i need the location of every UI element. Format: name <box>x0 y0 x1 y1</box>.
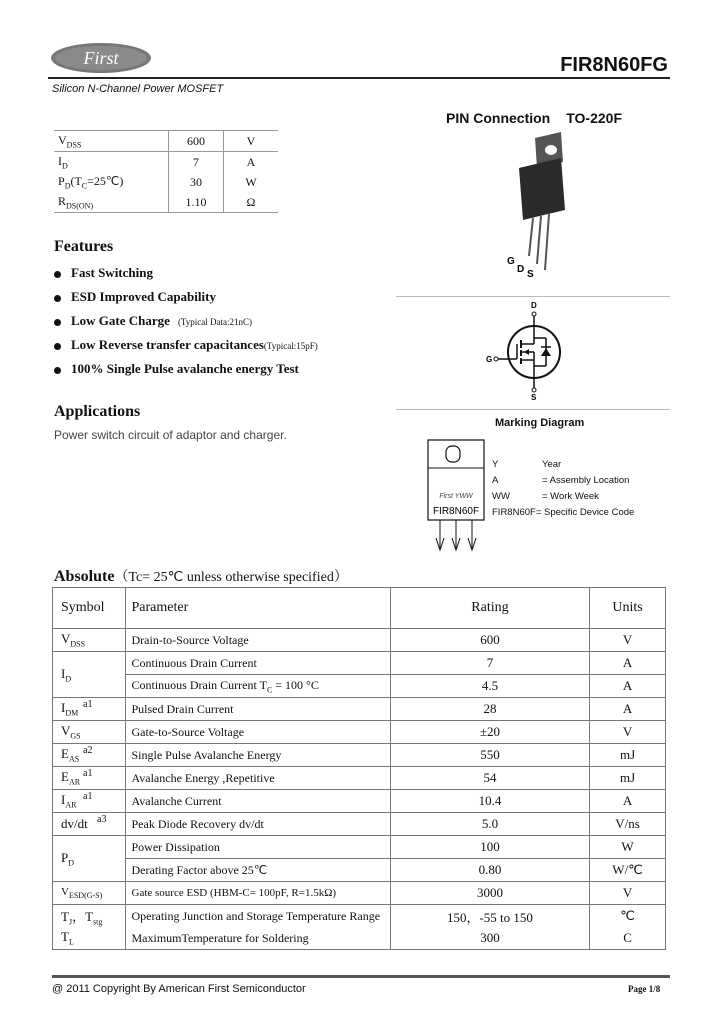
device-subtitle: Silicon N-Channel Power MOSFET <box>52 83 224 95</box>
pin-label-s: S <box>527 269 534 278</box>
table-row: $T_L$ MaximumTemperature for Soldering 300 C <box>53 927 666 950</box>
company-logo <box>50 42 152 74</box>
pin-label-g: G <box>507 256 515 267</box>
spec-row-vdss: $V_{DSS}$ 600 V <box>54 131 278 152</box>
legend-row: A = Assembly Location <box>492 474 630 486</box>
bullet-icon <box>54 319 61 326</box>
divider-1 <box>396 296 670 297</box>
page-number: Page 1/8 <box>628 984 661 994</box>
feature-item: 100% Single Pulse avalanche energy Test <box>54 361 318 385</box>
divider-2 <box>396 409 670 410</box>
marking-legend <box>492 456 636 520</box>
table-row: $V_{GS}$ Gate-to-Source Voltage ±20 V <box>53 721 666 744</box>
table-row: $T_J$，$T_{stg}$ Operating Junction and Storage Temperature Range 150，-55 to 150 ℃ <box>53 905 666 928</box>
table-row: $V_{ESD(G-S)}$ Gate source ESD (HBM-C= 100pF, R=1.5kΩ) 3000 V <box>53 882 666 905</box>
table-row: dv/dt a3 Peak Diode Recovery dv/dt 5.0 V/ns <box>53 813 666 836</box>
bullet-icon <box>54 271 61 278</box>
table-row: Derating Factor above 25℃ 0.80 W/℃ <box>53 859 666 882</box>
table-row: $I_D$ Continuous Drain Current 7 A <box>53 652 666 675</box>
schematic-s-label: S <box>531 393 537 402</box>
feature-item: ESD Improved Capability <box>54 289 318 313</box>
applications-text: Power switch circuit of adaptor and charger. <box>54 428 287 442</box>
absolute-ratings-title: Absolute（Tc= 25℃ unless otherwise specified） <box>54 568 348 585</box>
part-number: FIR8N60FG <box>560 54 668 76</box>
legend-row: Y Year <box>492 458 562 470</box>
marking-chip-drawing <box>426 438 488 560</box>
table-row: $I_{AR}$ a1 Avalanche Current 10.4 A <box>53 790 666 813</box>
key-specs-table <box>54 130 278 213</box>
table-row: $P_D$ Power Dissipation 100 W <box>53 836 666 859</box>
logo-text: First <box>83 48 119 68</box>
feature-item: Low Reverse transfer capacitances(Typical:15pF) <box>54 337 318 361</box>
spec-row-id: $I_D$ 7 A <box>54 152 278 173</box>
feature-item: Low Gate Charge (Typical Data:21nC) <box>54 313 318 337</box>
table-row: $I_{DM}$ a1 Pulsed Drain Current 28 A <box>53 698 666 721</box>
features-list <box>54 265 318 385</box>
marking-diagram-heading: Marking Diagram <box>495 417 585 429</box>
chip-code-text: FIR8N60F <box>432 506 480 517</box>
chip-logo-text: First YWW <box>439 493 473 500</box>
bullet-icon <box>54 343 61 350</box>
bullet-icon <box>54 367 61 374</box>
table-header-row: Symbol Parameter Rating Units <box>53 588 666 629</box>
feature-item: Fast Switching <box>54 265 318 289</box>
spec-row-rdson: $R_{DS(ON)}$ 1.10 Ω <box>54 192 278 213</box>
schematic-g-label: G <box>486 355 493 364</box>
copyright-text: @ 2011 Copyright By American First Semiconductor <box>52 983 306 995</box>
table-row: Continuous Drain Current $T_C = 100$ °C 4.5 A <box>53 675 666 698</box>
table-row: $E_{AS}$ a2 Single Pulse Avalanche Energy 550 mJ <box>53 744 666 767</box>
legend-row: FIR8N60F= Specific Device Code <box>492 506 635 518</box>
spec-row-pd: $P_D(T_C=25℃)$ 30 W <box>54 172 278 192</box>
features-heading: Features <box>54 238 114 255</box>
package-name: TO-220F <box>566 110 622 126</box>
header-rule <box>48 77 670 79</box>
to220f-package-drawing <box>505 128 575 278</box>
absolute-ratings-table <box>52 587 666 950</box>
pin-label-d: D <box>517 264 525 275</box>
mosfet-schematic <box>484 300 584 404</box>
table-row: $E_{AR}$ a1 Avalanche Energy ,Repetitive 54 mJ <box>53 767 666 790</box>
bullet-icon <box>54 295 61 302</box>
pin-connection-heading: PIN Connection TO-220F <box>446 110 622 126</box>
legend-row: WW = Work Week <box>492 490 599 502</box>
applications-heading: Applications <box>54 403 141 420</box>
table-row: $V_{DSS}$ Drain-to-Source Voltage 600 V <box>53 629 666 652</box>
schematic-d-label: D <box>531 301 537 310</box>
footer-rule <box>52 975 670 978</box>
